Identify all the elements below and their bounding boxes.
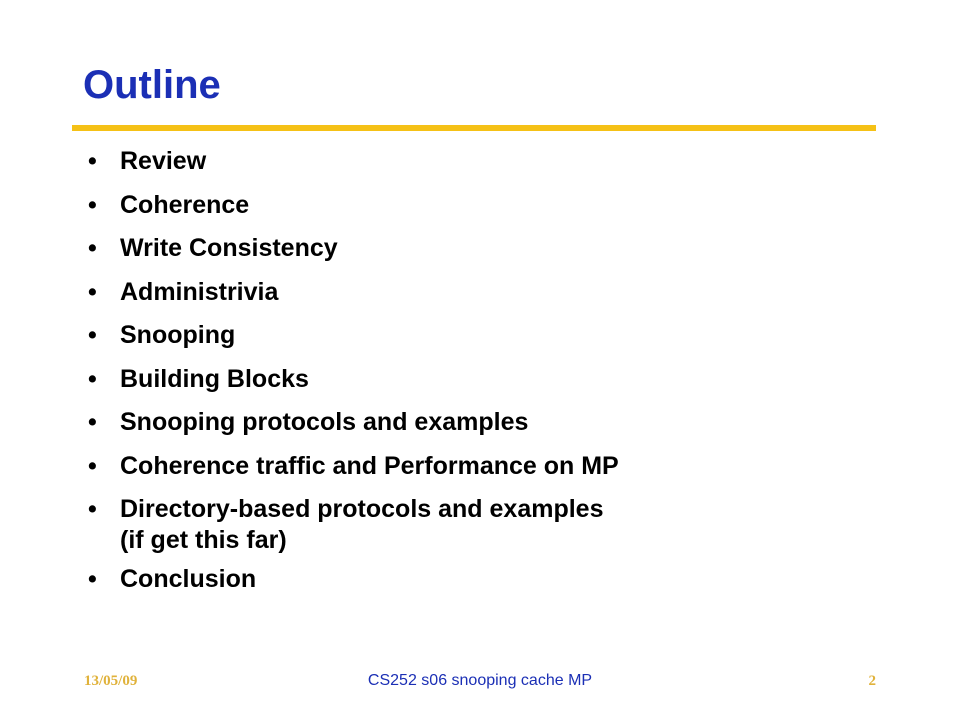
bullet-text: Directory-based protocols and examples	[120, 495, 604, 523]
bullet-icon: •	[88, 234, 97, 262]
bullet-icon: •	[88, 408, 97, 436]
bullet-item-coherence	[88, 188, 619, 223]
bullet-text-continuation: (if get this far)	[120, 525, 287, 554]
title-underline-rule	[72, 125, 876, 131]
bullet-icon: •	[88, 451, 97, 480]
footer-page-number: 2	[868, 673, 876, 689]
bullet-item-conclusion	[88, 562, 619, 597]
bullet-icon: •	[88, 147, 97, 175]
bullet-icon: •	[88, 321, 97, 349]
bullet-item-snooping-protocols	[88, 405, 619, 440]
bullet-text: Building Blocks	[120, 364, 309, 393]
footer-date: 13/05/09	[84, 673, 138, 689]
bullet-item-coherence-traffic	[88, 449, 619, 484]
bullet-item-directory-protocols	[88, 492, 619, 553]
bullet-icon: •	[88, 495, 97, 523]
bullet-item-write-consistency	[88, 231, 619, 266]
slide-title: Outline	[83, 63, 221, 107]
bullet-text: Write Consistency	[120, 234, 338, 262]
bullet-text: Snooping protocols and examples	[120, 408, 529, 436]
bullet-icon: •	[88, 277, 97, 306]
outline-bullet-list	[88, 144, 619, 605]
bullet-text: Administrivia	[120, 277, 279, 306]
bullet-item-snooping	[88, 318, 619, 353]
bullet-text: Conclusion	[120, 564, 257, 593]
bullet-text: Review	[120, 147, 207, 175]
bullet-item-building-blocks	[88, 362, 619, 397]
bullet-text: Snooping	[120, 321, 236, 349]
bullet-text: Coherence traffic and Performance on MP	[120, 451, 619, 480]
bullet-item-review	[88, 144, 619, 179]
bullet-text: Coherence	[120, 190, 250, 219]
bullet-item-administrivia	[88, 275, 619, 310]
bullet-icon: •	[88, 190, 97, 219]
bullet-icon: •	[88, 564, 97, 593]
bullet-icon: •	[88, 364, 97, 393]
footer-course-title: CS252 s06 snooping cache MP	[367, 672, 593, 689]
